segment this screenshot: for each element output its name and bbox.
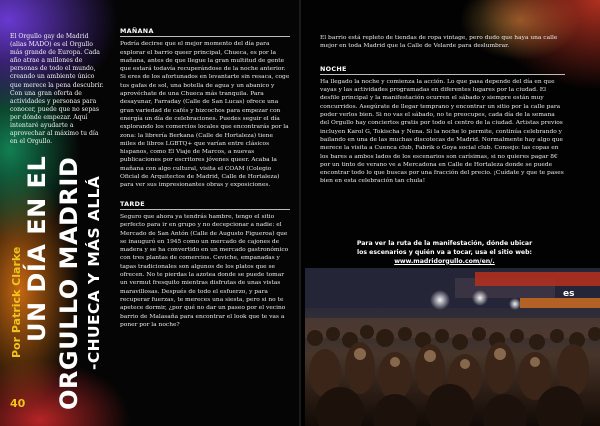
intro-paragraph: El Orgullo gay de Madrid (alias MADO) es el Orgullo más grande de Europa. Cada año atrae a millones de personas de todo el mundo, creando un ambiente único que merece la pena descubrir. Con una gran oferta de actividades y personas para conocer, puede que no sepas por dónde empezar. Aquí intentaré ayudarte a aprovechar al máximo tu día en el Orgullo. <box>10 33 104 146</box>
page-number: 40 <box>10 397 26 410</box>
page-spine <box>299 0 301 426</box>
manana-heading: MAÑANA <box>120 27 290 37</box>
crowd-photo-drawing <box>305 268 600 426</box>
title-line-2: ORGULLO MADRID <box>55 156 83 410</box>
right-column <box>320 34 565 186</box>
noche-text: Ha llegado la noche y comienza la acción. Lo que pasa depende del día en que vayas y las actividades programadas en diferentes lugares por la ciudad. El desfile principal y la manifestación ocurren el sábado y siempre están muy concurridos. Asegúrate de llegar temprano y encontrar un sitio por la calle para poder verlos bien. Si no vas el sábado, no te preocupes, cada día de la semana del Orgullo hay conciertos gratis por todo el centro de la ciudad. Artistas previos incluyen Karol G, Tokischa y Nena. Si la noche lo permite, continúa celebrando y bailando en una de las muchas discotecas de Madrid. Normalmente hay algo que merece la visita a Cuenca club, Fabrik o Goya social club. Consejo: las copas en los bares a ambos lados de los escenarios son carísimas, si no quieres pagar 8€ por un tinto de verano ve a Mercadona en Calle de Hortaleza donde se puede encontrar todo lo que buscas por una fracción del precio. ¡Cuídate y que te pases bien en esta celebración tan chula! <box>320 78 564 185</box>
title-block <box>11 120 111 410</box>
subtitle: -CHUECA Y MÁS ALLÁ <box>85 175 103 370</box>
tarde-heading: TARDE <box>120 200 290 210</box>
manana-text: Podría decirse que el mejor momento del día para explorar el barrio queer principal, Chueca, es por la mañana, antes de que llegue la gran multitud de gente que estará todavía recuperándose de la noche anterior. Si eres de los afortunados en levantarte sin resaca, coge tus gafas de sol, una botella de agua y un abanico y aprovéchate de una Chueca más tranquila. Para desayunar, Farraday (Calle de San Lucas) ofrece una gran variedad de cafés y bizcochos para empezar con energía un día de celebraciones. Puedes seguir el día explorando los comercios locales que encontrarás por la zona: la librería Berkana (Calle de Hortaleza) tiene miles de libros LGBTQ+ que varían entre clásicos hispanos, como El Viaje de Marcos, a nuevas publicaciones por escritores jóvenes queer. Acaba la mañana con algo cultural, visita el COAM (Colegio Oficial de Arquitectos de Madrid, Calle de Hortaleza) para ver sus impresionantes obras y exposiciones. <box>120 41 290 189</box>
route-callout <box>352 240 537 266</box>
stage-sign: es <box>563 289 575 299</box>
title-line-1: UN DÍA EN EL <box>23 155 51 342</box>
middle-column <box>120 27 290 329</box>
author-byline: Por Patrick Clarke <box>10 246 23 358</box>
tarde-text: Seguro que ahora ya tendrás hambre, tengo el sitio perfecto para ir en grupo y no decepcionar a nadie: el Mercado de San Antón (Calle de Augusto Figueroa) que se inauguró en 1945 como un mercado de cajones de madera y se ha convertido en un mercado gastronómico con tres plantas de comercios. Ceviche, empanadas y tapas tradicionales son algunos de los platos que se ofrecen. No te pierdas la azotea donde se puede tomar un vermut fresquito mientras disfrutas de unas vistas maravillosas. Después de todo el esfuerzo, y para recuperar fuerzas, te mereces una siesta, pero si no te apetece dormir, ¿por qué no dar un paseo por el vecino barrio de Malasaña para encontrar el look que te vas a poner por la noche? <box>120 213 289 328</box>
madrid-orgullo-link[interactable]: www.madridorgullo.com/en/. <box>394 257 495 265</box>
right-intro-text: El barrio está repleto de tiendas de ropa vintage, pero dudo que haya una calle mejor en toda Madrid que la Calle de Velarde para deslumbrar. <box>320 35 558 50</box>
route-callout-text: Para ver la ruta de la manifestación, dónde ubicar los escenarios y quién va a tocar, usa el sitio web: <box>356 240 533 256</box>
crowd-photo <box>305 268 600 426</box>
noche-heading: NOCHE <box>320 65 565 75</box>
